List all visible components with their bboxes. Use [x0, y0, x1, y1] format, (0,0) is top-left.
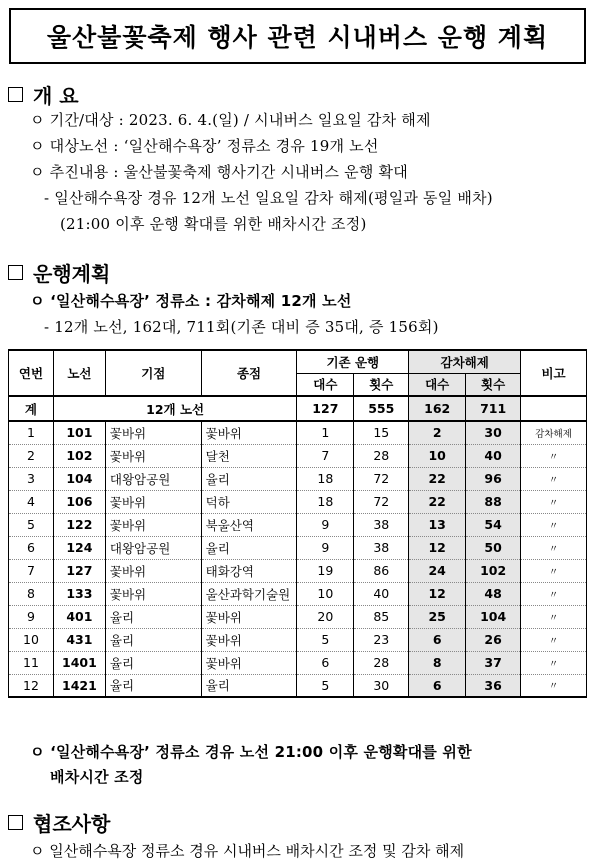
cell-route: 1401: [53, 651, 105, 674]
overview-line-detail: - 일산해수욕장 경유 12개 노선 일요일 감차 해제(평일과 동일 배차): [44, 189, 493, 207]
section-overview-title: 개 요: [33, 84, 79, 108]
section-overview-heading: [8, 80, 79, 109]
cell-existing-trips: 85: [354, 605, 409, 628]
total-note: [521, 396, 587, 421]
cell-note: 〃: [521, 628, 587, 651]
table-row: [9, 628, 587, 651]
cell-note: 〃: [521, 467, 587, 490]
square-bullet-icon: [8, 87, 23, 102]
total-existing-buses: 127: [297, 396, 354, 421]
header-end: 종점: [201, 350, 297, 396]
cell-no: 5: [9, 513, 54, 536]
section-cooperation-title: 협조사항: [33, 812, 111, 836]
cell-lifted-trips: 48: [466, 582, 521, 605]
cell-lifted-buses: 6: [409, 628, 466, 651]
cell-existing-trips: 23: [354, 628, 409, 651]
cell-existing-buses: 10: [297, 582, 354, 605]
table-row: [9, 536, 587, 559]
cell-note: 감차해제: [521, 421, 587, 444]
cell-existing-trips: 86: [354, 559, 409, 582]
cell-route: 102: [53, 444, 105, 467]
cell-existing-trips: 28: [354, 444, 409, 467]
overview-line-routes: ㅇ 대상노선 : ‘일산해수욕장’ 정류소 경유 19개 노선: [30, 137, 379, 155]
cell-lifted-buses: 2: [409, 421, 466, 444]
cell-existing-trips: 15: [354, 421, 409, 444]
cell-start: 꽃바위: [105, 490, 201, 513]
cell-lifted-buses: 12: [409, 536, 466, 559]
cell-start: 율리: [105, 651, 201, 674]
cell-route: 401: [53, 605, 105, 628]
cell-note: 〃: [521, 582, 587, 605]
overview-line-content: ㅇ 추진내용 : 울산불꽃축제 행사기간 시내버스 운행 확대: [30, 163, 408, 181]
cell-note: 〃: [521, 674, 587, 697]
cell-start: 율리: [105, 674, 201, 697]
cell-lifted-trips: 26: [466, 628, 521, 651]
table-row: [9, 444, 587, 467]
cell-route: 127: [53, 559, 105, 582]
cell-lifted-buses: 6: [409, 674, 466, 697]
cell-existing-buses: 5: [297, 674, 354, 697]
cell-end: 꽃바위: [201, 605, 297, 628]
total-lifted-buses: 162: [409, 396, 466, 421]
header-lifted-trips: 횟수: [466, 373, 521, 396]
header-route: 노선: [53, 350, 105, 396]
cooperation-line: ㅇ 일산해수욕장 정류소 경유 시내버스 배차시간 조정 및 감차 해제: [30, 842, 465, 860]
cell-no: 12: [9, 674, 54, 697]
header-no: 연번: [9, 350, 54, 396]
header-lifted: 감차해제: [409, 350, 521, 373]
cell-no: 2: [9, 444, 54, 467]
table-row: [9, 605, 587, 628]
table-row: [9, 490, 587, 513]
table-row: [9, 421, 587, 444]
cell-end: 울산과학기술원: [201, 582, 297, 605]
header-note: 비고: [521, 350, 587, 396]
cell-note: 〃: [521, 559, 587, 582]
section-plan-heading: [8, 258, 110, 287]
cell-existing-trips: 30: [354, 674, 409, 697]
cell-route: 133: [53, 582, 105, 605]
cell-end: 달천: [201, 444, 297, 467]
cell-lifted-trips: 104: [466, 605, 521, 628]
cell-no: 3: [9, 467, 54, 490]
square-bullet-icon: [8, 265, 23, 280]
cell-end: 덕하: [201, 490, 297, 513]
cell-no: 4: [9, 490, 54, 513]
section-cooperation-heading: [8, 808, 110, 837]
cell-start: 대왕암공원: [105, 467, 201, 490]
cell-end: 율리: [201, 536, 297, 559]
cell-note: 〃: [521, 490, 587, 513]
cell-end: 태화강역: [201, 559, 297, 582]
cell-start: 율리: [105, 605, 201, 628]
cell-lifted-buses: 22: [409, 467, 466, 490]
cell-existing-buses: 19: [297, 559, 354, 582]
cell-lifted-buses: 25: [409, 605, 466, 628]
cell-existing-trips: 38: [354, 536, 409, 559]
cell-existing-buses: 20: [297, 605, 354, 628]
cell-lifted-buses: 22: [409, 490, 466, 513]
header-existing: 기존 운행: [297, 350, 409, 373]
cell-existing-buses: 9: [297, 513, 354, 536]
header-start: 기점: [105, 350, 201, 396]
cell-existing-buses: 9: [297, 536, 354, 559]
cell-existing-buses: 18: [297, 490, 354, 513]
cell-start: 율리: [105, 628, 201, 651]
cell-lifted-trips: 88: [466, 490, 521, 513]
cell-start: 꽃바위: [105, 513, 201, 536]
cell-no: 10: [9, 628, 54, 651]
cell-lifted-buses: 12: [409, 582, 466, 605]
document-title: 울산불꽃축제 행사 관련 시내버스 운행 계획: [9, 8, 586, 64]
cell-start: 꽃바위: [105, 559, 201, 582]
cell-start: 꽃바위: [105, 582, 201, 605]
cell-note: 〃: [521, 605, 587, 628]
plan-sub-heading: ㅇ ‘일산해수욕장’ 정류소 : 감차해제 12개 노선: [30, 292, 352, 310]
cell-route: 1421: [53, 674, 105, 697]
cell-route: 101: [53, 421, 105, 444]
cell-no: 8: [9, 582, 54, 605]
total-label: 계: [9, 396, 54, 421]
cell-end: 꽃바위: [201, 421, 297, 444]
cell-route: 431: [53, 628, 105, 651]
cell-end: 율리: [201, 467, 297, 490]
cell-start: 꽃바위: [105, 421, 201, 444]
section-plan-title: 운행계획: [33, 262, 111, 286]
cell-end: 꽃바위: [201, 651, 297, 674]
cell-existing-buses: 1: [297, 421, 354, 444]
cell-existing-buses: 6: [297, 651, 354, 674]
cell-lifted-trips: 50: [466, 536, 521, 559]
plan-sub2-line1: ㅇ ‘일산해수욕장’ 정류소 경유 노선 21:00 이후 운행확대를 위한: [30, 743, 472, 761]
cell-lifted-trips: 102: [466, 559, 521, 582]
cell-existing-buses: 5: [297, 628, 354, 651]
cell-note: 〃: [521, 444, 587, 467]
cell-existing-trips: 72: [354, 490, 409, 513]
cell-route: 124: [53, 536, 105, 559]
cell-lifted-trips: 40: [466, 444, 521, 467]
cell-existing-trips: 28: [354, 651, 409, 674]
cell-lifted-trips: 36: [466, 674, 521, 697]
cell-start: 대왕암공원: [105, 536, 201, 559]
cell-route: 104: [53, 467, 105, 490]
header-lifted-buses: 대수: [409, 373, 466, 396]
table-row: [9, 582, 587, 605]
cell-note: 〃: [521, 651, 587, 674]
cell-start: 꽃바위: [105, 444, 201, 467]
table-row: [9, 674, 587, 697]
table-row: [9, 559, 587, 582]
cell-lifted-trips: 96: [466, 467, 521, 490]
header-existing-buses: 대수: [297, 373, 354, 396]
cell-no: 1: [9, 421, 54, 444]
cell-existing-buses: 18: [297, 467, 354, 490]
bus-schedule-table: [8, 349, 587, 698]
cell-no: 11: [9, 651, 54, 674]
total-lifted-trips: 711: [466, 396, 521, 421]
cell-lifted-trips: 54: [466, 513, 521, 536]
plan-sub-detail: - 12개 노선, 162대, 711회(기존 대비 증 35대, 증 156회): [44, 318, 439, 336]
total-existing-trips: 555: [354, 396, 409, 421]
cell-end: 북울산역: [201, 513, 297, 536]
cell-lifted-buses: 8: [409, 651, 466, 674]
table-total-row: [9, 396, 587, 421]
plan-sub2-line2: 배차시간 조정: [50, 768, 144, 786]
cell-lifted-buses: 24: [409, 559, 466, 582]
cell-end: 꽃바위: [201, 628, 297, 651]
cell-lifted-buses: 13: [409, 513, 466, 536]
cell-existing-trips: 72: [354, 467, 409, 490]
header-existing-trips: 횟수: [354, 373, 409, 396]
cell-lifted-trips: 37: [466, 651, 521, 674]
table-row: [9, 513, 587, 536]
table-row: [9, 651, 587, 674]
cell-route: 122: [53, 513, 105, 536]
cell-note: 〃: [521, 513, 587, 536]
cell-lifted-trips: 30: [466, 421, 521, 444]
cell-no: 6: [9, 536, 54, 559]
cell-no: 7: [9, 559, 54, 582]
cell-lifted-buses: 10: [409, 444, 466, 467]
cell-note: 〃: [521, 536, 587, 559]
overview-line-note: (21:00 이후 운행 확대를 위한 배차시간 조정): [60, 215, 367, 233]
cell-existing-trips: 38: [354, 513, 409, 536]
cell-no: 9: [9, 605, 54, 628]
cell-existing-buses: 7: [297, 444, 354, 467]
overview-line-period: ㅇ 기간/대상 : 2023. 6. 4.(일) / 시내버스 일요일 감차 해제: [30, 111, 431, 129]
cell-end: 율리: [201, 674, 297, 697]
cell-route: 106: [53, 490, 105, 513]
total-routes: 12개 노선: [53, 396, 296, 421]
table-row: [9, 467, 587, 490]
cell-existing-trips: 40: [354, 582, 409, 605]
square-bullet-icon: [8, 815, 23, 830]
